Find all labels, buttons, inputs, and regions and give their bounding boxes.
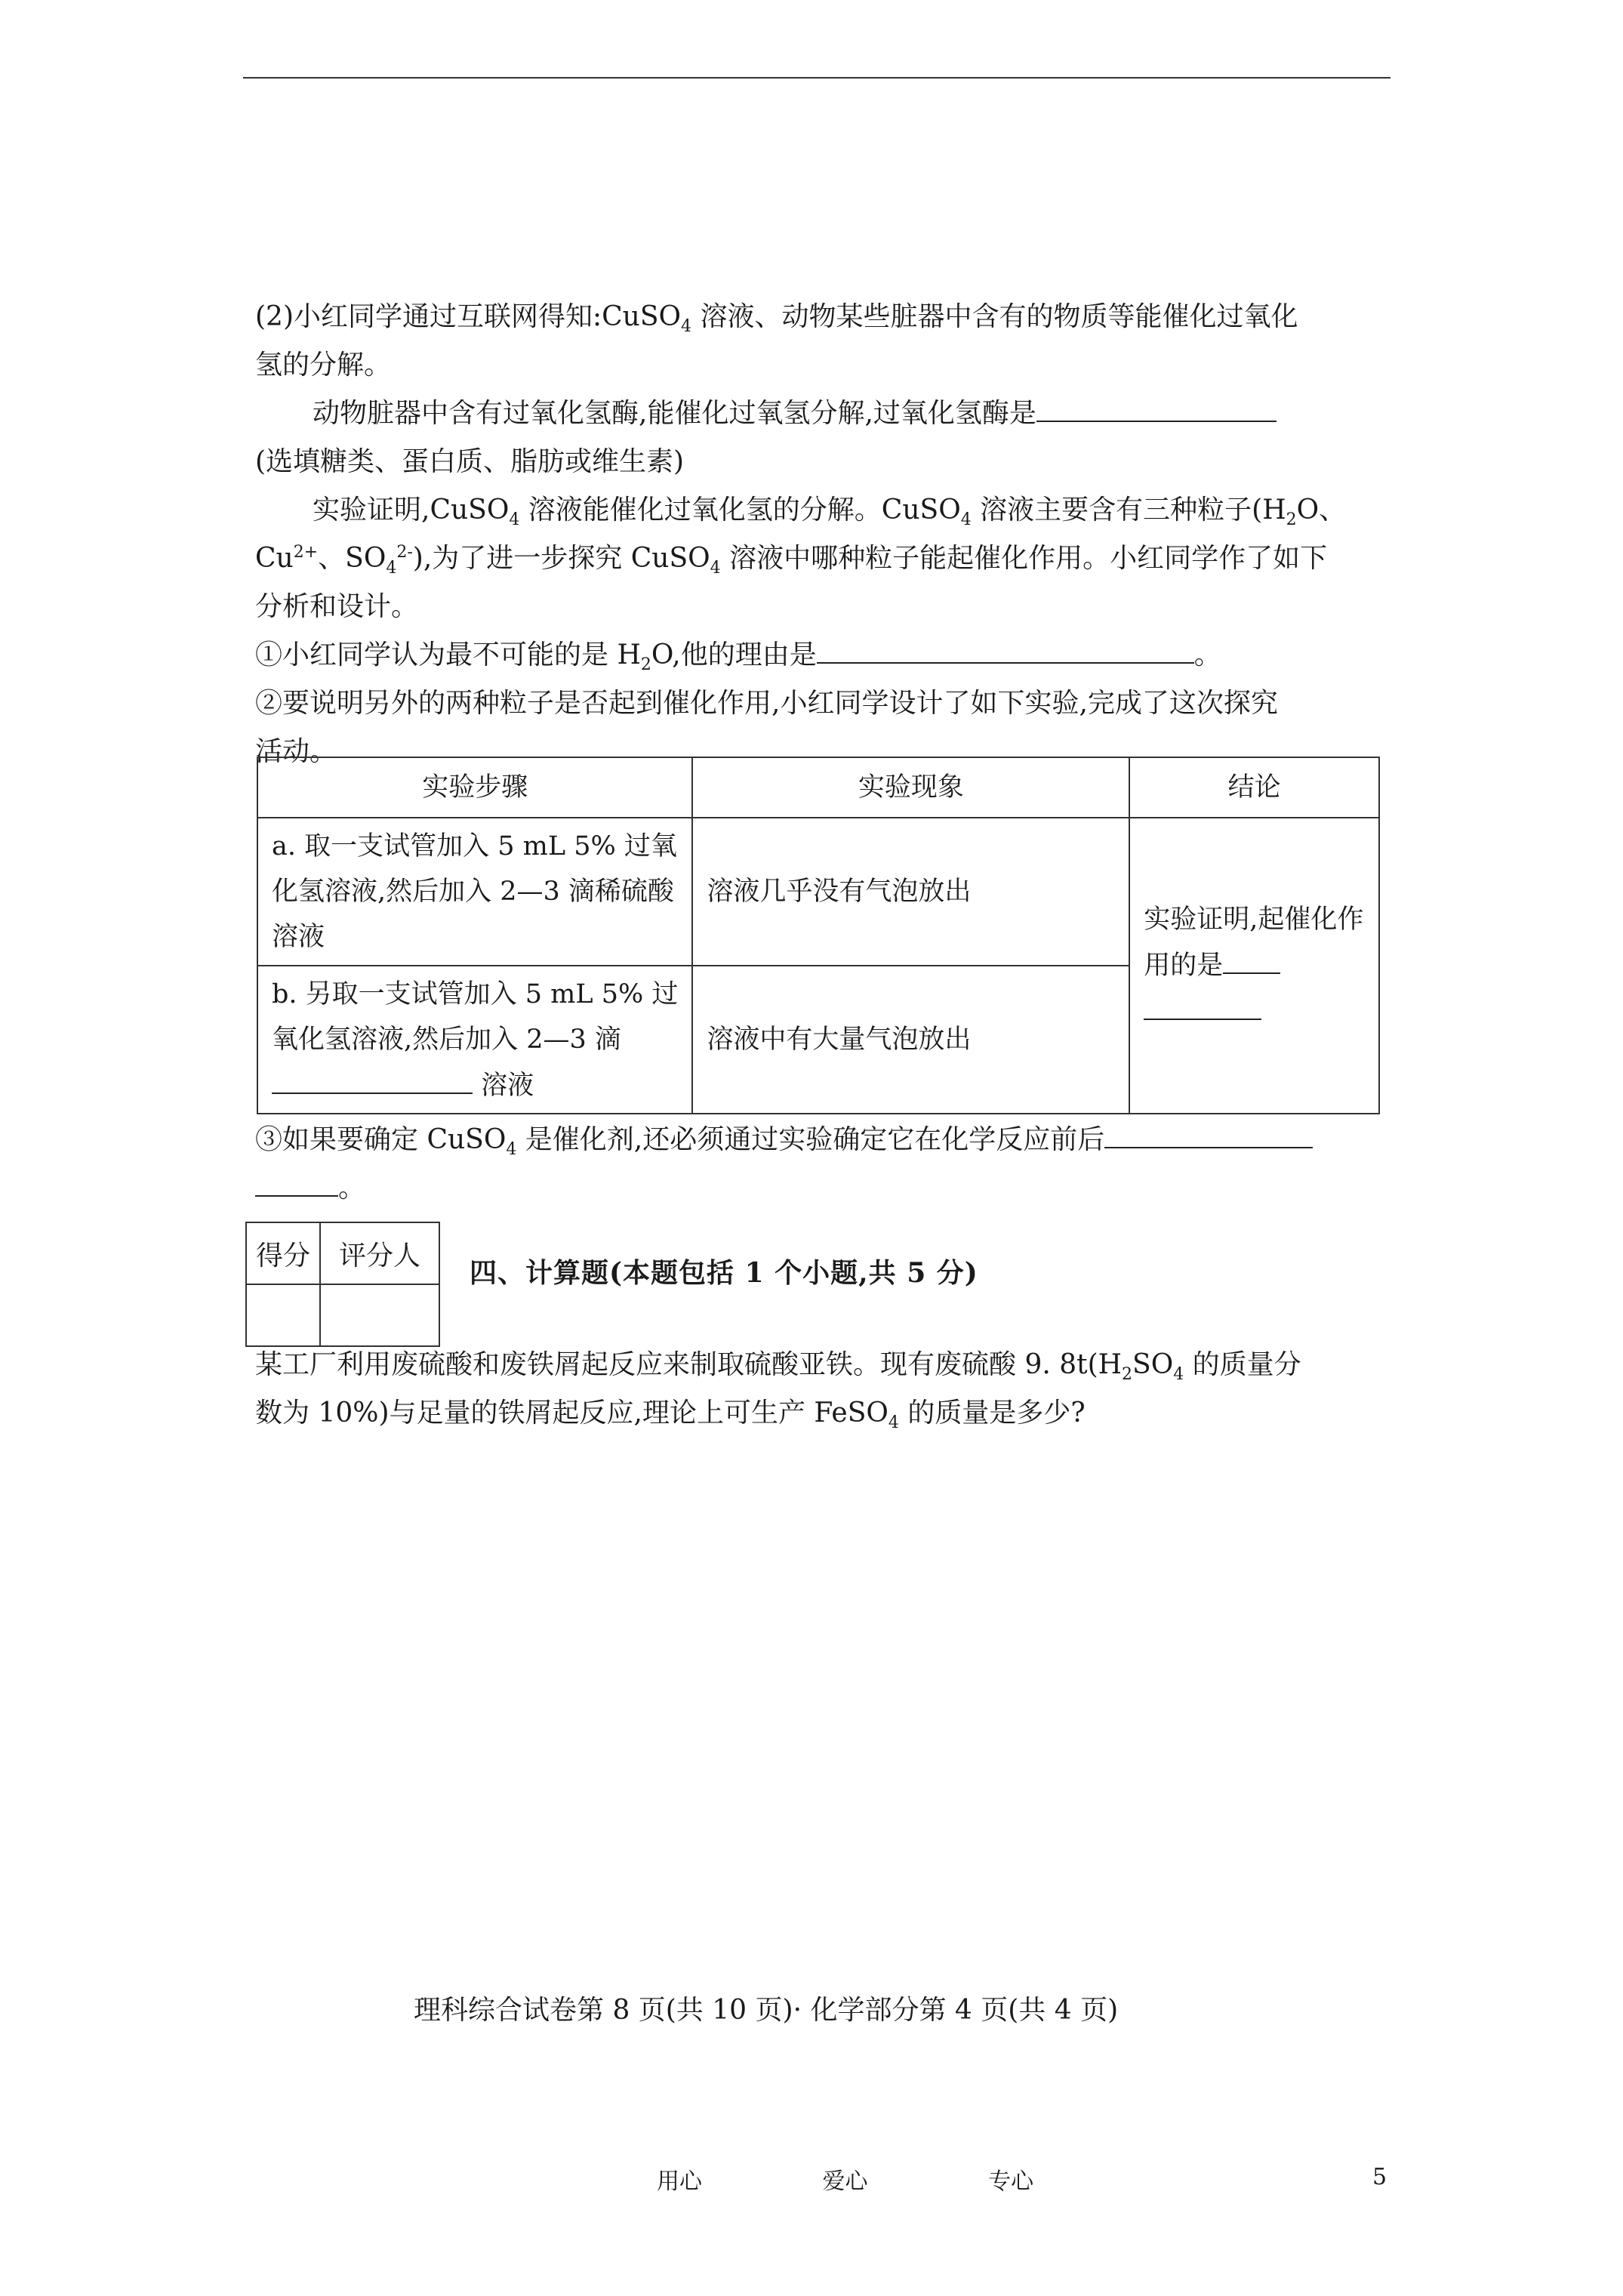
conclusion-cell: 实验证明,起催化作用的是 <box>1129 818 1379 1114</box>
question-part-2 <box>255 293 1380 776</box>
answer-blank-enzyme[interactable] <box>1036 390 1277 422</box>
score-field[interactable] <box>246 1284 320 1346</box>
question-3-line2: 。 <box>255 1164 1380 1213</box>
part2-line2: 氢的分解。 <box>255 350 392 381</box>
answer-blank-catalyst[interactable] <box>1223 942 1280 974</box>
answer-blank-reagent[interactable] <box>272 1062 473 1094</box>
score-label: 得分 <box>246 1222 320 1284</box>
table-row <box>257 818 1379 966</box>
question-3-line1: ③如果要确定 CuSO$_4$ 是催化剂,还必须通过实验确定它在化学反应前后 <box>255 1116 1380 1164</box>
grader-field[interactable] <box>320 1284 439 1346</box>
question-2: ②要说明另外的两种粒子是否起到催化作用,小红同学设计了如下实验,完成了这次探究 <box>255 688 1278 719</box>
observation-b: 溶液中有大量气泡放出 <box>692 966 1129 1114</box>
footer-motto <box>657 2162 1101 2196</box>
step-b: b. 另取一支试管加入 5 mL 5% 过氧化氢溶液,然后加入 2—3 滴 溶液 <box>257 966 692 1114</box>
calc-line1: 某工厂利用废硫酸和废铁屑起反应来制取硫酸亚铁。现有废硫酸 9. $8t(H_2SO_4$ 的质量分 <box>255 1349 1301 1385</box>
part2-line3: 动物脏器中含有过氧化氢酶,能催化过氧氢分解,过氧化氢酶是 <box>255 390 1380 438</box>
step-a: a. 取一支试管加入 5 mL 5% 过氧化氢溶液,然后加入 2—3 滴稀硫酸溶液 <box>257 818 692 966</box>
motto-1: 用心 <box>657 2168 702 2195</box>
motto-2: 爱心 <box>822 2168 868 2195</box>
question-2-cont: 活动。 <box>255 736 337 767</box>
header-rule <box>243 77 1390 79</box>
part2-line4: (选填糖类、蛋白质、脂肪或维生素) <box>255 446 685 477</box>
observation-a: 溶液几乎没有气泡放出 <box>692 818 1129 966</box>
answer-blank-reason[interactable] <box>817 632 1194 664</box>
calc-line2: 数为 10%)与足量的铁屑起反应,理论上可生产 FeSO$_4$ 的质量是多少? <box>255 1398 1086 1433</box>
experiment-table <box>257 757 1380 1114</box>
header-conclusion: 结论 <box>1129 757 1379 818</box>
exam-page-info: 理科综合试卷第 8 页(共 10 页)· 化学部分第 4 页(共 4 页) <box>414 1995 1119 2026</box>
question-3 <box>255 1116 1380 1213</box>
header-steps: 实验步骤 <box>257 757 692 818</box>
calculation-question <box>255 1341 1380 1438</box>
page-number: 5 <box>1372 2164 1387 2190</box>
motto-3: 专心 <box>988 2168 1034 2195</box>
answer-blank-unchanged-cont[interactable] <box>255 1165 338 1197</box>
answer-blank-unchanged[interactable] <box>1104 1117 1313 1148</box>
grader-label: 评分人 <box>320 1222 439 1284</box>
answer-blank-catalyst-cont[interactable] <box>1144 988 1261 1020</box>
part2-line1: (2)小红同学通过互联网得知:CuSO$_4$ 溶液、动物某些脏器中含有的物质等能催化过氧化 <box>255 301 1298 337</box>
header-observation: 实验现象 <box>692 757 1129 818</box>
part2-line6: $Cu^{2+}$、$SO_4^{2-}$),为了进一步探究 CuSO$_4$ 溶液中哪种粒子能起催化作用。小红同学作了如下 <box>255 543 1328 578</box>
score-box <box>245 1222 440 1347</box>
table-header-row <box>257 757 1379 818</box>
part2-line5: 实验证明,CuSO$_4$ 溶液能催化过氧化氢的分解。CuSO$_4$ 溶液主要含有三种粒子($H_2O$、 <box>313 495 1347 530</box>
section-4-title: 四、计算题(本题包括 1 个小题,共 5 分) <box>470 1257 978 1289</box>
question-1: ①小红同学认为最不可能的是 $H_2O$,他的理由是 。 <box>255 631 1380 680</box>
part2-line7: 分析和设计。 <box>255 591 419 622</box>
